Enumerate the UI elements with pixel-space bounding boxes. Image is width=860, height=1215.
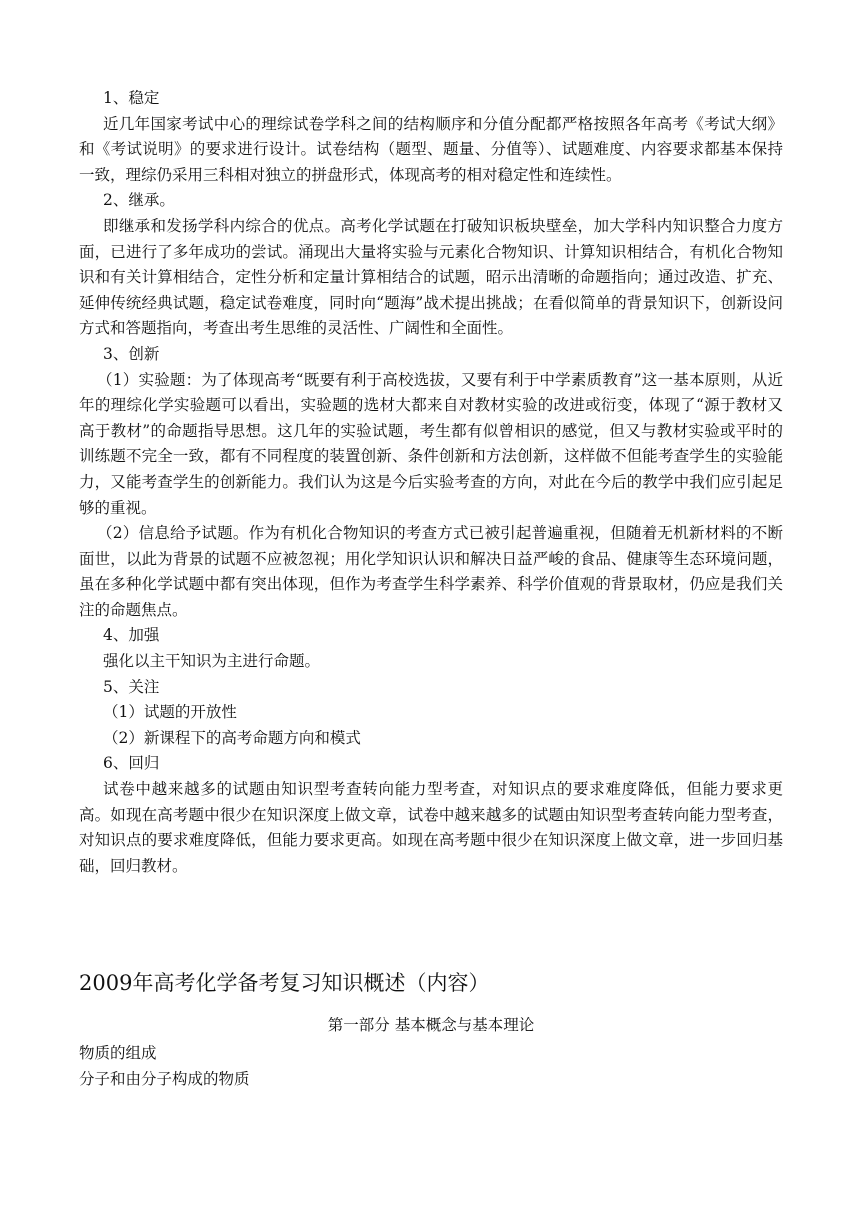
paragraph-strengthen: 强化以主干知识为主进行命题。 bbox=[103, 652, 321, 671]
section-heading-innovate: 3、创新 bbox=[103, 344, 160, 363]
paragraph-experiment: （1）实验题：为了体现高考“既要有利于高校选拔，又要有利于中学素质教育”这一基本原则，从近年的理综化学实验题可以看出，实验题的选材大都来自对教材实验的改进或衍变，体现了“源于教材又高于教材”的命题指导思想。这几年的实验试题，考生都有似曾相识的感觉，但又与教材实验或平时的训练题不完全一致，都有不同程度的装置创新、条件创新和方法创新，这样做不但能考查学生的实验能力，又能考查学生的创新能力。我们认为这是今后实验考查的方向，对此在今后的教学中我们应引起足够的重视。 bbox=[79, 370, 783, 517]
section-heading-strengthen: 4、加强 bbox=[103, 626, 160, 645]
section-heading-focus: 5、关注 bbox=[103, 677, 160, 696]
section-heading-stable: 1、稳定 bbox=[103, 89, 160, 107]
paragraph-information: （2）信息给予试题。作为有机化合物知识的考查方式已被引起普遍重视，但随着无机新材料的不断面世，以此为背景的试题不应被忽视；用化学知识认识和解决日益严峻的食品、健康等生态环境问题，虽在多种化学试题中都有突出体现，但作为考查学生科学素养、科学价值观的背景取材，仍应是我们关注的命题焦点。 bbox=[79, 524, 783, 619]
paragraph-stable: 近几年国家考试中心的理综试卷学科之间的结构顺序和分值分配都严格按照各年高考《考试大纲》和《考试说明》的要求进行设计。试卷结构（题型、题量、分值等）、试题难度、内容要求都基本保持一致，理综仍采用三科相对独立的拼盘形式，体现高考的相对稳定性和连续性。 bbox=[79, 114, 783, 184]
document-title: 2009年高考化学备考复习知识概述（内容） bbox=[79, 971, 490, 995]
paragraph-return: 试卷中越来越多的试题由知识型考查转向能力型考查，对知识点的要求难度降低，但能力要求更高。如现在高考题中很少在知识深度上做文章，试卷中越来越多的试题由知识型考查转向能力型考查，对知识点的要求难度降低，但能力要求更高。如现在高考题中很少在知识深度上做文章，进一步回归基础，回归教材。 bbox=[79, 780, 783, 875]
section-heading-return: 6、回归 bbox=[103, 754, 160, 773]
topic-composition: 物质的组成 bbox=[79, 1044, 157, 1062]
exam-trends-section bbox=[79, 86, 783, 879]
paragraph-inherit: 即继承和发扬学科内综合的优点。高考化学试题在打破知识板块壁垒，加大学科内知识整合力度方面，已进行了多年成功的尝试。涌现出大量将实验与元素化合物知识、计算知识相结合，有机化合物知识和有关计算相结合，定性分析和定量计算相结合的试题，昭示出清晰的命题指向；通过改造、扩充、延伸传统经典试题，稳定试卷难度，同时向“题海”战术提出挑战；在看似简单的背景知识下，创新设问方式和答题指向，考查出考生思维的灵活性、广阔性和全面性。 bbox=[79, 216, 783, 338]
part-title: 第一部分 基本概念与基本理论 bbox=[327, 1016, 535, 1034]
list-item-openness: （1）试题的开放性 bbox=[103, 703, 237, 722]
topic-molecules: 分子和由分子构成的物质 bbox=[79, 1070, 250, 1088]
section-heading-inherit: 2、继承。 bbox=[103, 191, 175, 210]
list-item-new-curriculum: （2）新课程下的高考命题方向和模式 bbox=[103, 728, 361, 747]
